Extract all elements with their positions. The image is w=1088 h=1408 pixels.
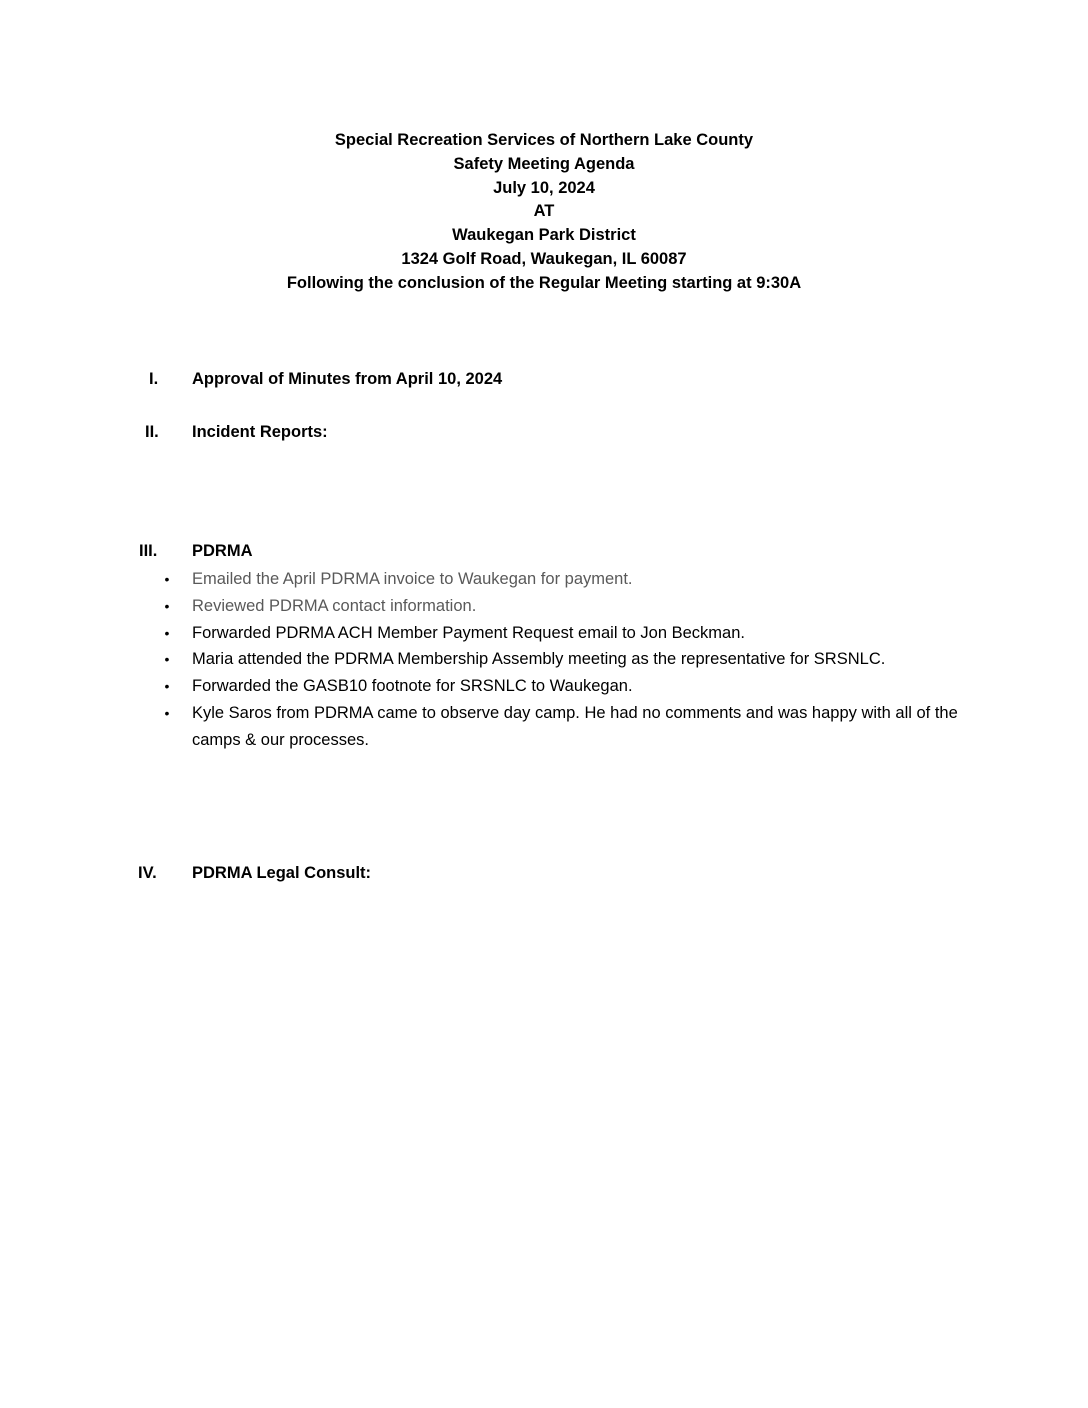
section-numeral: II. [145, 423, 159, 441]
list-item-text: Forwarded the GASB10 footnote for SRSNLC to Waukegan. [192, 677, 633, 696]
list-item-text: Kyle Saros from PDRMA came to observe day camp. He had no comments and was happy with all of the camps & our processes. [192, 703, 958, 749]
bullet-icon: • [164, 678, 170, 695]
agenda-header [0, 129, 1088, 296]
organization-name: Special Recreation Services of Northern Lake County [334, 131, 754, 149]
section-title: Approval of Minutes from April 10, 2024 [192, 370, 503, 388]
section-title: PDRMA Legal Consult: [192, 864, 372, 882]
section-numeral: IV. [138, 864, 157, 882]
section-numeral: I. [149, 370, 159, 388]
location-preposition: AT [533, 202, 555, 221]
list-item-text: Forwarded PDRMA ACH Member Payment Request email to Jon Beckman. [192, 623, 745, 642]
location-name: Waukegan Park District [452, 226, 636, 245]
bullet-icon: • [164, 704, 170, 721]
list-item [0, 673, 1088, 700]
list-item-text: Reviewed PDRMA contact information. [192, 596, 477, 615]
pdrma-bullet-list [0, 566, 1088, 754]
list-item-text: Maria attended the PDRMA Membership Assembly meeting as the representative for SRSNLC. [192, 650, 886, 669]
section-title: Incident Reports: [192, 423, 328, 441]
bullet-icon: • [164, 571, 170, 587]
location-address: 1324 Golf Road, Waukegan, IL 60087 [401, 249, 687, 268]
section-title: PDRMA [192, 542, 253, 560]
list-item [0, 593, 1088, 620]
list-item [0, 620, 1088, 647]
bullet-icon: • [164, 651, 170, 668]
list-item [0, 700, 1088, 754]
meeting-date: July 10, 2024 [493, 178, 595, 197]
list-item [0, 566, 1088, 593]
meeting-time-note: Following the conclusion of the Regular Meeting starting at 9:30A [286, 273, 802, 292]
bullet-icon: • [164, 597, 170, 614]
bullet-icon: • [164, 624, 170, 641]
section-numeral: III. [139, 542, 158, 560]
list-item-text: Emailed the April PDRMA invoice to Waukegan for payment. [192, 570, 633, 588]
meeting-type: Safety Meeting Agenda [453, 154, 635, 173]
list-item [0, 646, 1088, 673]
